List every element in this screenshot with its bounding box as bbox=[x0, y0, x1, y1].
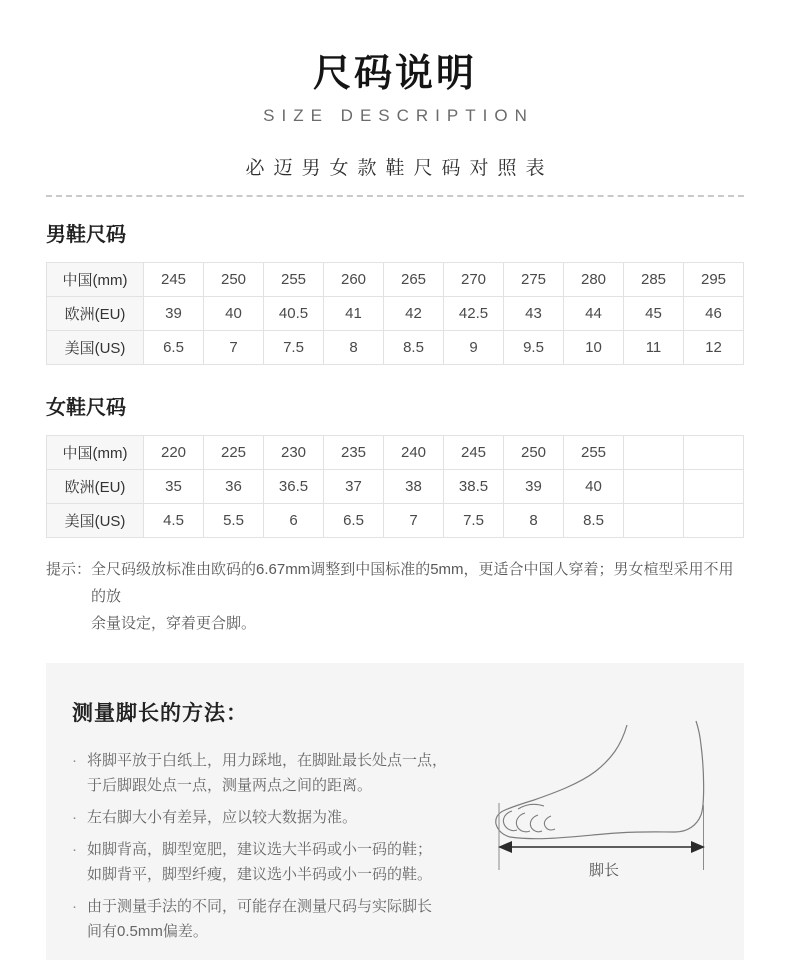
size-cell bbox=[684, 436, 744, 470]
table-row bbox=[47, 504, 744, 538]
row-label: 欧洲(EU) bbox=[47, 470, 144, 504]
size-cell: 42.5 bbox=[444, 297, 504, 331]
womens-size-table bbox=[46, 435, 744, 538]
size-cell: 36.5 bbox=[264, 470, 324, 504]
size-cell: 230 bbox=[264, 436, 324, 470]
measurement-heading: 测量脚长的方法： bbox=[72, 702, 248, 725]
size-cell: 250 bbox=[504, 436, 564, 470]
step-line: 左右脚大小有差异，应以较大数据为准。 bbox=[87, 809, 358, 826]
size-cell: 38 bbox=[384, 470, 444, 504]
size-cell bbox=[684, 470, 744, 504]
size-cell: 8.5 bbox=[384, 331, 444, 365]
row-label: 欧洲(EU) bbox=[47, 297, 144, 331]
row-label: 美国(US) bbox=[47, 504, 144, 538]
size-cell: 9.5 bbox=[504, 331, 564, 365]
size-cell: 255 bbox=[564, 436, 624, 470]
step-line: 由于测量手法的不同，可能存在测量尺码与实际脚长 bbox=[87, 898, 433, 915]
measurement-step bbox=[72, 837, 484, 887]
toe-curl bbox=[544, 816, 555, 830]
size-cell: 260 bbox=[324, 263, 384, 297]
bullet-marker: · bbox=[72, 898, 77, 915]
toe-curl bbox=[530, 815, 542, 832]
step-line: 间有0.5mm偏差。 bbox=[87, 923, 208, 940]
size-cell: 38.5 bbox=[444, 470, 504, 504]
table-row bbox=[47, 436, 744, 470]
toe-curl bbox=[516, 813, 530, 832]
foot-contour bbox=[496, 721, 704, 839]
page-title: 尺码说明 bbox=[312, 53, 477, 95]
size-cell: 295 bbox=[684, 263, 744, 297]
arrow-left-head bbox=[498, 841, 512, 853]
bullet-marker: · bbox=[72, 841, 77, 858]
size-cell: 40 bbox=[204, 297, 264, 331]
toe-line bbox=[518, 804, 544, 809]
table-row bbox=[47, 263, 744, 297]
measurement-step bbox=[72, 894, 484, 944]
size-cell: 36 bbox=[204, 470, 264, 504]
size-cell: 45 bbox=[624, 297, 684, 331]
tip-text bbox=[91, 556, 744, 637]
step-line: 如脚背平，脚型纤瘦，建议选小半码或小一码的鞋。 bbox=[87, 866, 433, 883]
foot-length-label: 脚长 bbox=[588, 862, 620, 879]
measurement-step bbox=[72, 805, 484, 830]
size-cell: 220 bbox=[144, 436, 204, 470]
size-cell: 12 bbox=[684, 331, 744, 365]
womens-size-section bbox=[46, 365, 744, 538]
size-cell: 245 bbox=[144, 263, 204, 297]
table-row bbox=[47, 470, 744, 504]
size-cell: 4.5 bbox=[144, 504, 204, 538]
foot-diagram bbox=[492, 713, 744, 888]
size-cell: 285 bbox=[624, 263, 684, 297]
womens-section-heading: 女鞋尺码 bbox=[46, 397, 126, 419]
table-row bbox=[47, 297, 744, 331]
size-cell: 7.5 bbox=[444, 504, 504, 538]
size-cell: 280 bbox=[564, 263, 624, 297]
step-text bbox=[87, 894, 432, 944]
size-cell: 270 bbox=[444, 263, 504, 297]
tip-label: 提示： bbox=[46, 561, 92, 578]
mens-size-section bbox=[46, 197, 744, 365]
size-cell bbox=[684, 504, 744, 538]
size-cell: 11 bbox=[624, 331, 684, 365]
size-cell: 37 bbox=[324, 470, 384, 504]
mens-section-heading: 男鞋尺码 bbox=[46, 224, 126, 246]
size-cell: 275 bbox=[504, 263, 564, 297]
measurement-steps bbox=[72, 748, 484, 944]
size-cell: 42 bbox=[384, 297, 444, 331]
size-cell: 7 bbox=[384, 504, 444, 538]
size-cell: 225 bbox=[204, 436, 264, 470]
row-label: 美国(US) bbox=[47, 331, 144, 365]
page-subtitle: SIZE DESCRIPTION bbox=[263, 106, 534, 125]
step-text bbox=[87, 837, 432, 887]
bullet-marker: · bbox=[72, 752, 77, 769]
tip-line: 余量设定，穿着更合脚。 bbox=[91, 615, 257, 632]
size-cell: 41 bbox=[324, 297, 384, 331]
size-cell: 235 bbox=[324, 436, 384, 470]
mens-size-table bbox=[46, 262, 744, 365]
step-line: 于后脚跟处点一点，测量两点之间的距离。 bbox=[87, 777, 373, 794]
bullet-marker: · bbox=[72, 809, 77, 826]
size-cell: 5.5 bbox=[204, 504, 264, 538]
size-cell: 8 bbox=[324, 331, 384, 365]
row-label: 中国(mm) bbox=[47, 263, 144, 297]
size-cell: 40 bbox=[564, 470, 624, 504]
size-cell: 43 bbox=[504, 297, 564, 331]
size-cell bbox=[624, 436, 684, 470]
size-cell: 39 bbox=[144, 297, 204, 331]
comparison-table-title: 必迈男女款鞋尺码对照表 bbox=[245, 158, 554, 179]
size-cell: 8.5 bbox=[564, 504, 624, 538]
size-cell: 46 bbox=[684, 297, 744, 331]
step-text bbox=[87, 805, 357, 830]
page-header bbox=[46, 0, 744, 197]
size-tip bbox=[46, 556, 744, 637]
size-cell: 40.5 bbox=[264, 297, 324, 331]
step-text bbox=[87, 748, 447, 798]
measurement-step bbox=[72, 748, 484, 798]
step-line: 如脚背高，脚型宽肥，建议选大半码或小一码的鞋； bbox=[87, 841, 433, 858]
size-cell: 35 bbox=[144, 470, 204, 504]
size-cell: 240 bbox=[384, 436, 444, 470]
size-cell: 6 bbox=[264, 504, 324, 538]
size-cell: 39 bbox=[504, 470, 564, 504]
size-cell: 9 bbox=[444, 331, 504, 365]
table-row bbox=[47, 331, 744, 365]
measurement-panel bbox=[46, 663, 744, 960]
size-cell: 245 bbox=[444, 436, 504, 470]
size-cell bbox=[624, 504, 684, 538]
tip-line: 全尺码级放标准由欧码的6.67mm调整到中国标准的5mm，更适合中国人穿着；男女楦型采用不用的放 bbox=[91, 561, 734, 605]
foot-outline-drawing bbox=[492, 713, 744, 888]
size-cell: 8 bbox=[504, 504, 564, 538]
size-cell: 6.5 bbox=[144, 331, 204, 365]
toe-curl bbox=[503, 811, 517, 831]
size-cell: 265 bbox=[384, 263, 444, 297]
size-cell: 10 bbox=[564, 331, 624, 365]
step-line: 将脚平放于白纸上，用力踩地，在脚趾最长处点一点， bbox=[87, 752, 448, 769]
size-cell: 7 bbox=[204, 331, 264, 365]
size-cell: 255 bbox=[264, 263, 324, 297]
size-cell: 250 bbox=[204, 263, 264, 297]
size-cell: 7.5 bbox=[264, 331, 324, 365]
arrow-right-head bbox=[691, 841, 705, 853]
row-label: 中国(mm) bbox=[47, 436, 144, 470]
size-cell: 6.5 bbox=[324, 504, 384, 538]
size-cell bbox=[624, 470, 684, 504]
size-cell: 44 bbox=[564, 297, 624, 331]
